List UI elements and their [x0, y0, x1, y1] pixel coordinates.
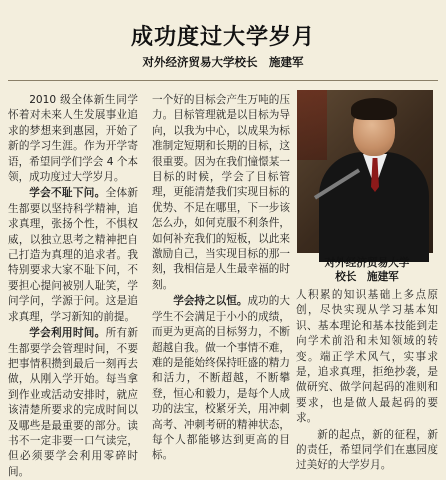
paragraph: [152, 294, 290, 463]
president-photo: [297, 90, 433, 253]
paragraph: [8, 186, 138, 325]
paragraph: [152, 93, 290, 293]
paragraph-text: 成功的大学生不会满足于小小的成绩，而更为更高的目标努力，不断超越自我。做一个事情不难，难的是能始终保持旺盛的精力和活力，不断超越，不断攀登，恒心和毅力，是每个人成功的法宝，校紧牙关，用冲刺高考、冲刺考研的精神状态，每个人都能够达到更高的目标。: [152, 295, 291, 462]
caption-line-2: 校长 施建军: [335, 271, 399, 283]
title-divider: [8, 80, 438, 81]
text-column-1: [8, 93, 139, 478]
paragraph-heading: 学会持之以恒。: [173, 295, 248, 308]
paragraph-text: 一个好的目标会产生万吨的压力。目标管理就是以目标为导向，以我为中心，以成果为标准制定短期和长期的目标，这很重要。因为在我们憧憬某一目标的时候，学会了目标管理，更能清楚我们实现目标的优势、不足在哪里，下一步该怎么办，如何克服不利条件，如何补充我们的短板，以此来激励自己，当实现目标的那一刻，我相信是人生最幸福的时刻。: [152, 94, 290, 291]
paragraph-text: 全体新生都要以坚持科学精神，追求真理，张扬个性，不惧权威，以独立思考之精神把自己打造为真理的追求者。我特别要求大家不耻下问，不要担心提问被别人耻笑，学问学问，学源于问。这是追求真理，学习新知的前提。: [8, 187, 139, 323]
text-column-3: [296, 288, 438, 472]
paragraph-text: 2010 级全体新生同学怀着对未来人生发展事业追求的梦想来到惠园，开始了新的学习生涯。作为开学寄语，希望同学们学会 4 个本领，成功度过大学岁月。: [8, 94, 139, 184]
paragraph: [8, 93, 138, 185]
text-column-2: [152, 93, 291, 462]
article-byline: 对外经济贸易大学校长 施建军: [142, 55, 304, 69]
paragraph-heading: 学会不耻下问。: [29, 187, 106, 200]
caption-line-1: 对外经济贸易大学: [324, 257, 410, 269]
paragraph-text: 所有新生都要学会管理时间，不要把事情积攒到最后一刻再去做，从刚入学开始。每当拿到作业或活动安排时，就应该清楚所要求的完成时间以及哪些是最重要的部分。读书不一定非要一口气读完，但必须要学会利用零碎时间。: [8, 327, 139, 478]
article-title: 成功度过大学岁月: [130, 24, 315, 50]
paragraph: [296, 288, 438, 427]
paragraph-text: 新的起点，新的征程，新的责任，希望同学们在惠园度过美好的大学岁月。: [296, 428, 438, 472]
paragraph-text: 人积累的知识基础上多点原创，尽快实现从学习基本知识、基本理论和基本技能到走向学术前沿和未知领域的转变。端正学术风气，实事求是，追求真理，拒绝抄袭，是做研究、做学问起码的准则和要求，也是做人最起码的要求。: [296, 289, 438, 425]
photo-background-flag: [297, 90, 327, 160]
paragraph-heading: 学会利用时间。: [29, 327, 106, 340]
photo-hair: [351, 98, 397, 120]
photo-caption: [296, 256, 438, 284]
paragraph: [8, 326, 138, 480]
paragraph: [296, 428, 438, 474]
